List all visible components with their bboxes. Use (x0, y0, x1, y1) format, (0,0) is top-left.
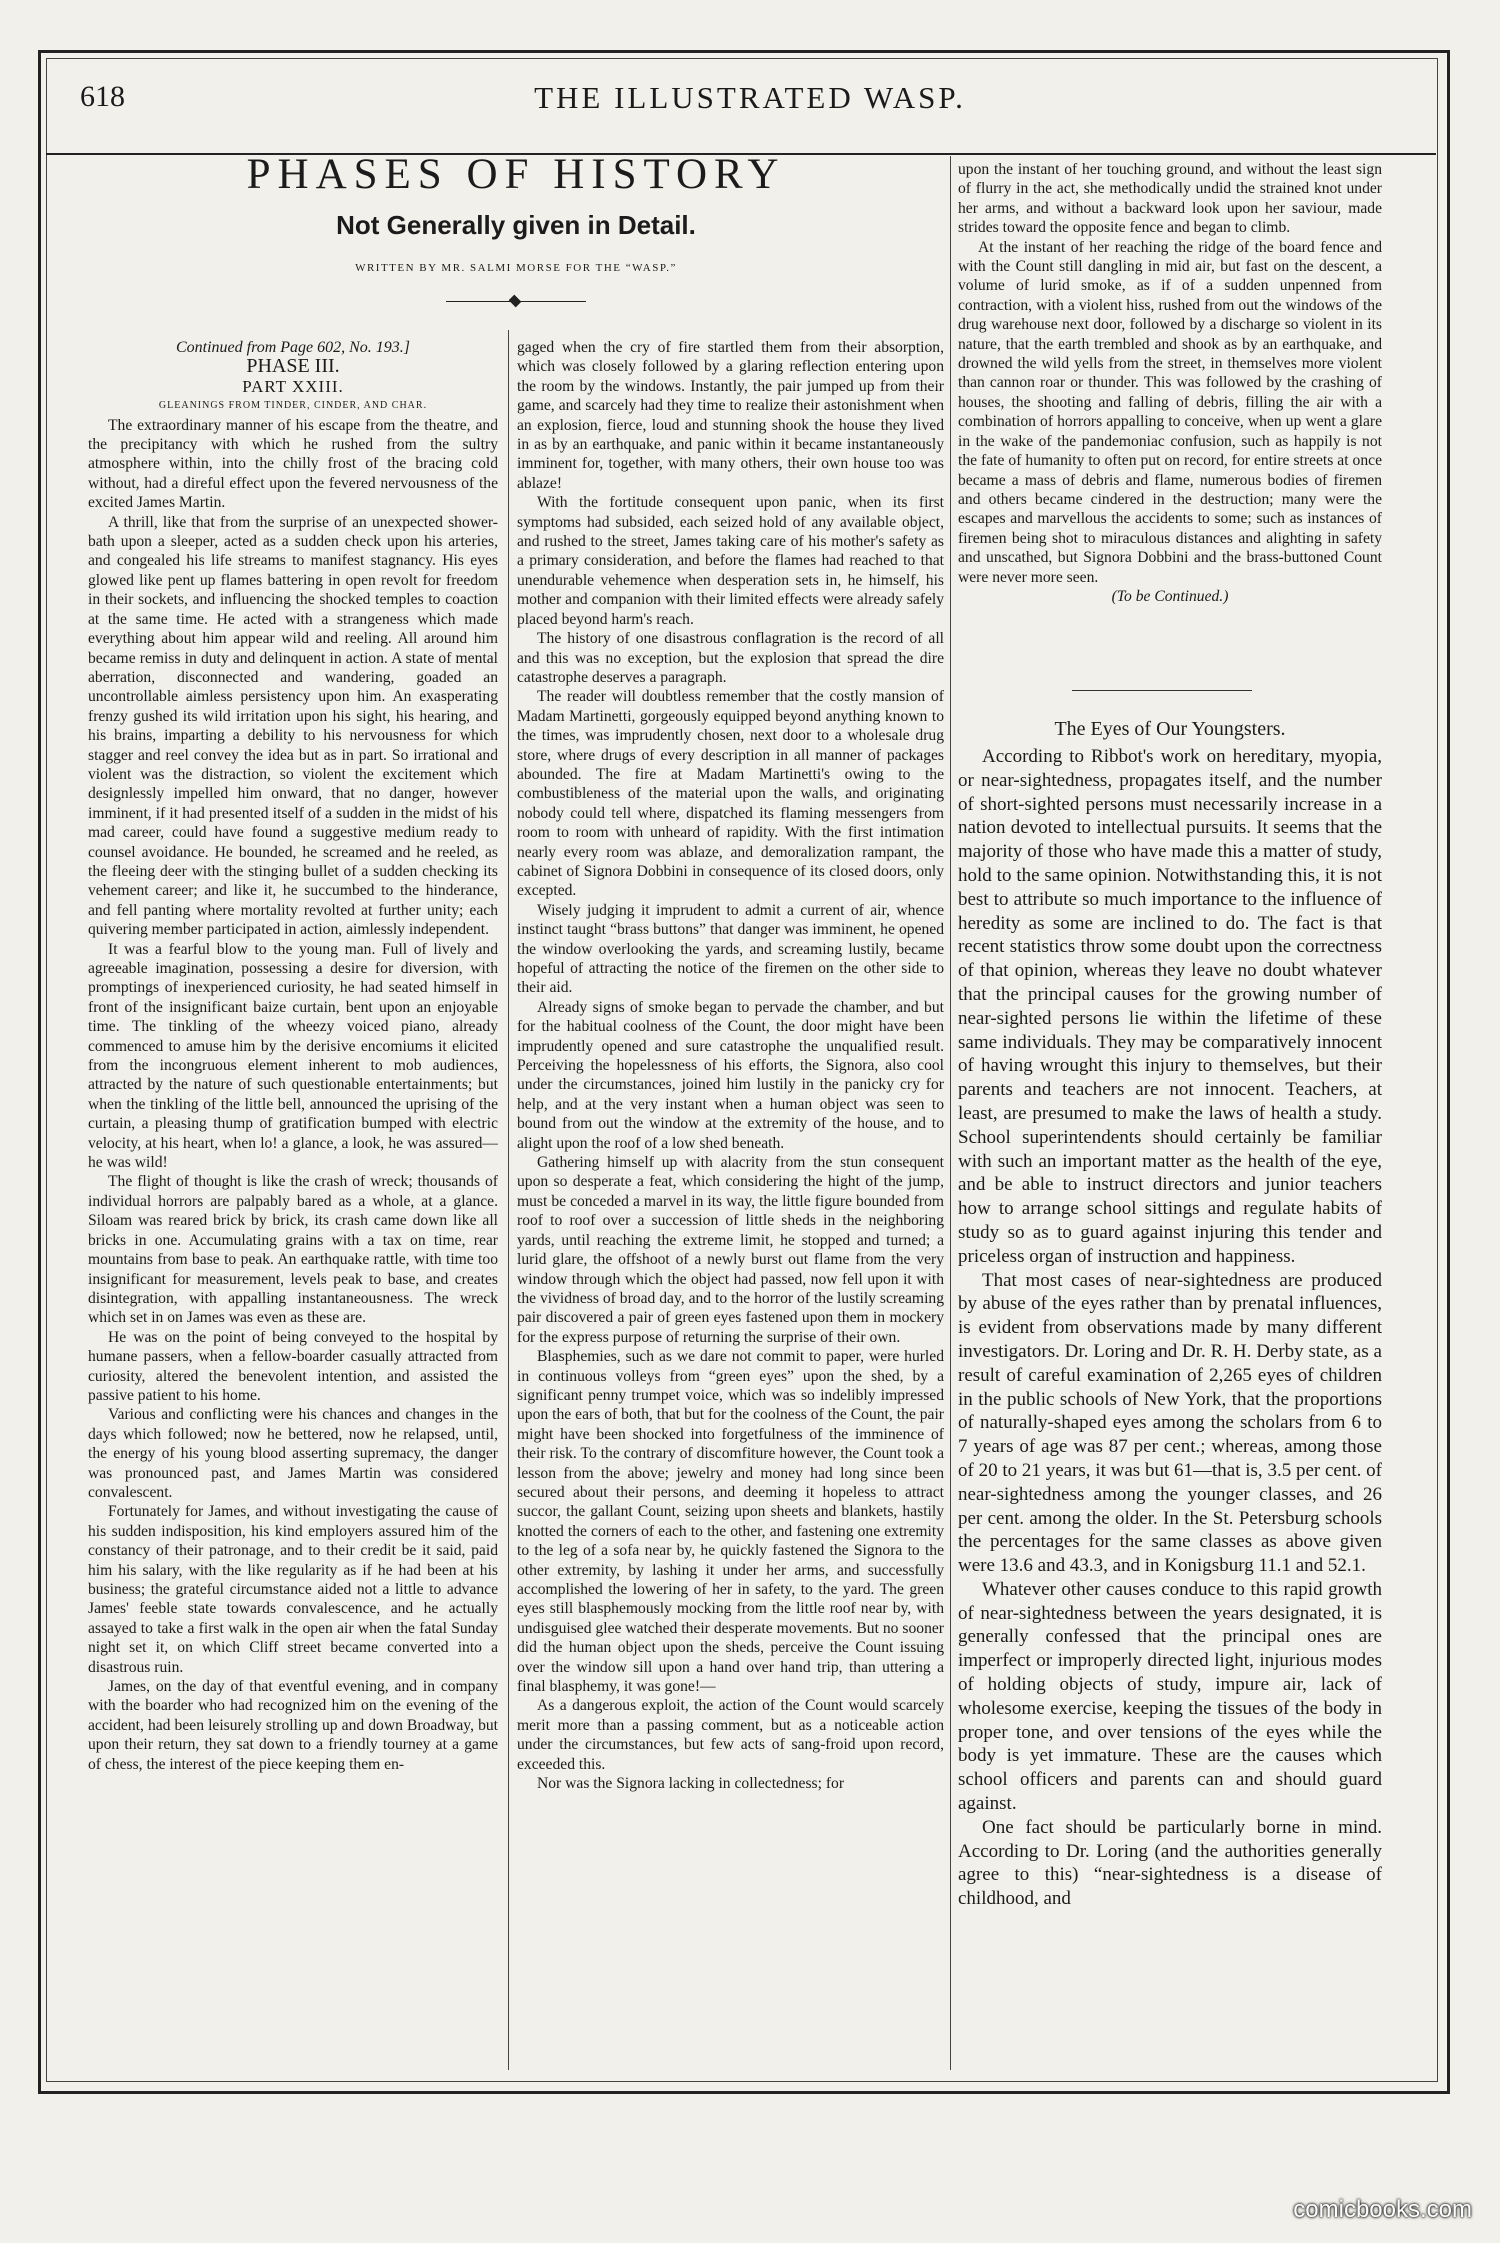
column-b (517, 338, 944, 2068)
column-rule-2 (950, 156, 951, 2070)
paragraph: The history of one disastrous conflagration is the record of all and this was no exception, but the explosion that spread the dire catastrophe deserves a paragraph. (517, 630, 944, 686)
title-ornament (446, 296, 586, 306)
paragraph: Fortunately for James, and without investigating the cause of his sudden indisposition, his kind employers assured him of the constancy of their patronage, and to their credit be it said, paid him his salary, with the like regularity as if he had been at his business; the grateful circumstance aided not a little to advance James' feeble state towards convalescence, and he actually assayed to take a first walk in the open air when the fatal Sunday night set it, on which Cliff street became converted into a disastrous ruin. (88, 1503, 498, 1676)
paragraph: Various and conflicting were his chances and changes in the days which followed; now he bettered, now he relapsed, until, the energy of his young blood asserting supremacy, the danger was pronounced past, and James Martin was considered convalescent. (88, 1406, 498, 1501)
paragraph: The reader will doubtless remember that the costly mansion of Madam Martinetti, gorgeously equipped beyond anything known to the times, was imprudently chosen, next door to a wholesale drug store, where drugs of every description in all manner of packages abounded. The fire at Madam Martinetti's owing to the combustibleness of the material upon the walls, and originating nobody could tell where, dispatched its flaming messengers from room to room with unheard of rapidity. With the first intimation nearly every room was ablaze, and demoralization rampant, the cabinet of Signora Dobbini in consequence of its closed doors, only excepted. (517, 688, 944, 900)
paragraph: The flight of thought is like the crash of wreck; thousands of individual horrors are palpably bared as a whole, at a glance. Siloam was reared brick by brick, its crash came down like all bricks in one. Accumulating grains with a tax on time, rear mountains from base to peak. An earthquake rattle, with time too insignificant for measurement, levels peak to base, and creates disintegration, with appalling instantaneousness. The wreck which set in on James was even as these are. (88, 1173, 498, 1327)
paragraph: Nor was the Signora lacking in collectedness; for (537, 1775, 845, 1793)
article-subtitle: Not Generally given in Detail. (336, 210, 696, 240)
paragraph: The extraordinary manner of his escape from the theatre, and the precipitancy with which he rushed from the sultry atmosphere within, into the chilly frost of the bracing cold without, had a direful effect upon the fevered nervousness of the excited James Martin. (88, 416, 498, 512)
article2-title: The Eyes of Our Youngsters. (1054, 718, 1286, 740)
paragraph: As a dangerous exploit, the action of the Count would scarcely merit more than a passing comment, but as a noticeable action under the circumstances, but few acts of sang-froid upon record, exceeded this. (517, 1697, 944, 1773)
column-a (88, 338, 498, 2068)
watermark: comicbooks.com (1293, 2196, 1472, 2223)
paragraph: At the instant of her reaching the ridge of the board fence and with the Count still dangling in mid air, but fast on the descent, a volume of lurid smoke, as if of a sudden unpenned from contraction, with a violent hiss, rushed from out the windows of the drug warehouse next door, followed by a discharge so violent in its nature, that the earth trembled and shook as by an earthquake, and drowned the wild yells from the street, in themselves more violent than cannon roar or thunder. This was followed by the crashing of houses, the shooting and falling of debris, filling the air with a combination of horrors appalling to conceive, when up went a glare in the wake of the pandemoniac confusion, such as happily is not the fate of humanity to often put on record, for entire streets at once became a mass of debris and flame, numerous bodies of firemen and others became cindered in the destruction; many were the escapes and marvellous the accidents to some; such as instances of firemen being shot to miraculous distances and alighting in safety and unscathed, but Signora Dobbini and the brass-buttoned Count were never more seen. (958, 238, 1382, 586)
column-c-bottom (958, 745, 1382, 2065)
page-number: 618 (80, 80, 125, 113)
paragraph: upon the instant of her touching ground, and without the least sign of flurry in the act, she methodically undid the strained knot under her arms, and without a backward look upon her saviour, made strides toward the opposite fence and began to climb. (958, 161, 1382, 237)
phase-heading: PHASE III. (246, 355, 340, 378)
paragraph: Blasphemies, such as we dare not commit to paper, were hurled in continuous volleys from “green eyes” upon the shed, by a significant penny trumpet voice, which was so indelibly impressed upon the ears of both, that but for the coolness of the Count, the pair might have been shocked into forgetfulness of the imminence of their risk. To the contrary of discomfiture however, the Count took a lesson from the above; jewelry and money had long since been secured about their persons, and deeming it hopeless to attract succor, the gallant Count, seizing upon sheets and blankets, hastily knotted the corners of each to the other, and fastening one extremity to the leg of a sofa near by, he quickly fastened the Signora to the other extremity, by lashing it under her arms, and successfully accomplished the lowering of her in safety, to the yard. The green eyes still blasphemously mocking from the little roof near by, with undisguised glee watched their desperate movements. But no sooner did the human object upon the sheds, perceive the Count issuing over the window sill upon a hand over hand trip, than uttering a final blasphemy, it was gone!— (517, 1348, 944, 1696)
article-divider (1072, 690, 1252, 691)
column-rule-1 (508, 330, 509, 2070)
paragraph: It was a fearful blow to the young man. Full of lively and agreeable imagination, possessing a desire for diversion, with promptings of inexperienced curiosity, he had seated himself in front of the insignificant baize curtain, bent upon an enjoyable time. The tinkling of the wheezy voiced piano, already commenced to amuse him by the derisive encomiums it elicited from the incongruous element inherent to mob audiences, attracted by the nature of such questionable entertainments; but when the tinkling of the little bell, announced the uprising of the curtain, a pleasing thump of gratification bumped with electric velocity, at his heart, when lo! a glance, a look, he was assured—he was wild! (88, 940, 498, 1172)
paragraph: gaged when the cry of fire startled them from their absorption, which was closely followed by a glaring reflection entering upon the room by the windows. Instantly, the pair jumped up from their game, and scarcely had they time to realize their astonishment when an explosion, fierce, loud and stunning shook the house they lived in as by an earthquake, and panic within it became instantaneously imminent for, together, with many others, their own house too was ablaze! (517, 339, 944, 492)
column-c-top (958, 160, 1382, 680)
paragraph: A thrill, like that from the surprise of an unexpected shower-bath upon a sleeper, acted as a sudden check upon his arteries, and congealed his life streams to manifest stagnancy. His eyes glowed like pent up flames battering in open revolt for freedom in their sockets, and influencing the shocked temples to coaction at the same time. He acted with a strangeness which made everything about him appear wild and reeling. All around him became remiss in duty and delinquent in action. A state of mental aberration, disconnected and wandering, goaded an uncontrollable aimless persistency upon him. An exasperating frenzy gushed its wild irritation upon his sight, his hearing, and his brains, imparting a debility to his nervousness for which stagger and reel convey the idea but as in part. So irrational and violent was the distraction, so violent the excitement which designlessly impelled him onward, that no danger, however imminent, if it had presented itself of a sudden in the midst of his mad career, could have found a suggestive medium ready to counsel avoidance. He bounded, he screamed and he reeled, as the fleeing deer with the stinging bullet of a sudden checking its vehement career; and like it, he succumbed to the hinderance, and fell panting where mortality revolted at further unity; each quivering member participated in action, aimlessly independent. (88, 513, 498, 939)
part-heading: PART XXIII. (242, 376, 344, 396)
paragraph: One fact should be particularly borne in mind. According to Dr. Loring (and the authorities generally agree to this) “near-sightedness is a disease of childhood, and (958, 1816, 1382, 1910)
paragraph: According to Ribbot's work on hereditary, myopia, or near-sightedness, propagates itself, and the number of short-sighted persons must necessarily increase in a nation devoted to intellectual pursuits. It seems that the majority of those who have made this a matter of study, hold to the same opinion. Notwithstanding this, it is not best to attribute so much importance to the influence of heredity as some are inclined to do. The fact is that recent statistics throw some doubt upon the correctness of that opinion, whereas they leave no doubt whatever that the principal causes for the growing number of near-sighted persons lie within the lifetime of these same individuals. They may be comparatively innocent of having wrought this injury to themselves, but their parents and teachers are not innocent. Teachers, at least, are presumed to make the laws of health a study. School superintendents should certainly be familiar with such an important matter as the health of the eye, and be able to instruct directors and junior teachers how to arrange school sittings and regulate habits of study so as to guard against injuring this tender and priceless organ of instruction and happiness. (958, 746, 1382, 1267)
paragraph: That most cases of near-sightedness are produced by abuse of the eyes rather than by prenatal influences, is evident from observations made by many different investigators. Dr. Loring and Dr. R. H. Derby state, as a result of careful examination of 2,265 eyes of children in the public schools of New York, that the proportions of naturally-shaped eyes among the scholars from 6 to 7 years of age was 87 per cent.; whereas, among those of 20 to 21 years, it was but 61—that is, 3.5 per cent. of near-sightedness among the younger classes, and 26 per cent. among the older. In the St. Petersburg schools the percentages for the same classes as above given were 13.6 and 43.3, and in Konigsburg 11.1 and 52.1. (958, 1269, 1382, 1577)
paragraph: With the fortitude consequent upon panic, when its first symptoms had subsided, each seized hold of any available object, and rushed to the street, James taking care of his mother's safety as a primary consideration, and before the flames had reached to that unendurable vehemence when desperation sets in, he himself, his mother and companion with their limited effects were already safely placed beyond harm's reach. (517, 494, 944, 628)
paragraph: James, on the day of that eventful evening, and in company with the boarder who had recognized him on the evening of the accident, had been leisurely strolling up and down Broadway, but upon their return, they sat down to a friendly tourney at a game of chess, the interest of the piece keeping them en- (88, 1678, 498, 1773)
paragraph: He was on the point of being conveyed to the hospital by humane passers, when a fellow-boarder casually attracted from curiosity, altered the benevolent intention, and assisted the passive patient to his home. (88, 1328, 498, 1404)
to-be-continued: (To be Continued.) (1111, 587, 1229, 605)
paragraph: Gathering himself up with alacrity from the stun consequent upon so desperate a feat, which considering the hight of the jump, must be conceded a marvel in its way, the little figure bounded from roof to roof over a succession of little sheds in the neighboring yards, until reaching the extreme limit, he stopped and turned; a lurid glare, the offshoot of a newly burst out flame from the very window through which the object had passed, now fell upon it with the vividness of broad day, and to the horror of the lustily screaming pair discovered a pair of green eyes fastened upon them in mockery for the express purpose of returning the surprise of their own. (517, 1154, 944, 1346)
paragraph: Already signs of smoke began to pervade the chamber, and but for the habitual coolness of the Count, the door might have been imprudently opened and sure catastrophe the unqualified result. Perceiving the hopelessness of his efforts, the Signora, also cool under the circumstances, joined him lustily in the panicky cry for help, and at the very instant when a human object was seen to bound from out the window at the extremity of the house, and to alight upon the roof of a low shed beneath. (517, 998, 944, 1152)
masthead: THE ILLUSTRATED WASP. (534, 80, 966, 115)
continued-note: Continued from Page 602, No. 193.] (175, 339, 411, 356)
article-byline: WRITTEN BY MR. SALMI MORSE FOR THE “WASP.” (355, 262, 677, 274)
paragraph: Whatever other causes conduce to this rapid growth of near-sightedness between the years designated, it is generally confessed that the principal ones are imperfect or improperly directed light, injurious modes of holding objects of study, impure air, lack of wholesome exercise, keeping the tissues of the body in proper tone, and over tensions of the eyes while the body is yet immature. These are the causes which school officers and parents can and should guard against. (958, 1578, 1382, 1815)
paragraph: Wisely judging it imprudent to admit a current of air, whence instinct taught “brass buttons” that danger was imminent, he opened the window overlooking the yards, and screaming lustily, became hopeful of attracting the notice of the firemen on the other side to their aid. (517, 901, 944, 997)
article-title: PHASES OF HISTORY (246, 151, 786, 198)
section-heading: GLEANINGS FROM TINDER, CINDER, AND CHAR. (158, 400, 428, 412)
